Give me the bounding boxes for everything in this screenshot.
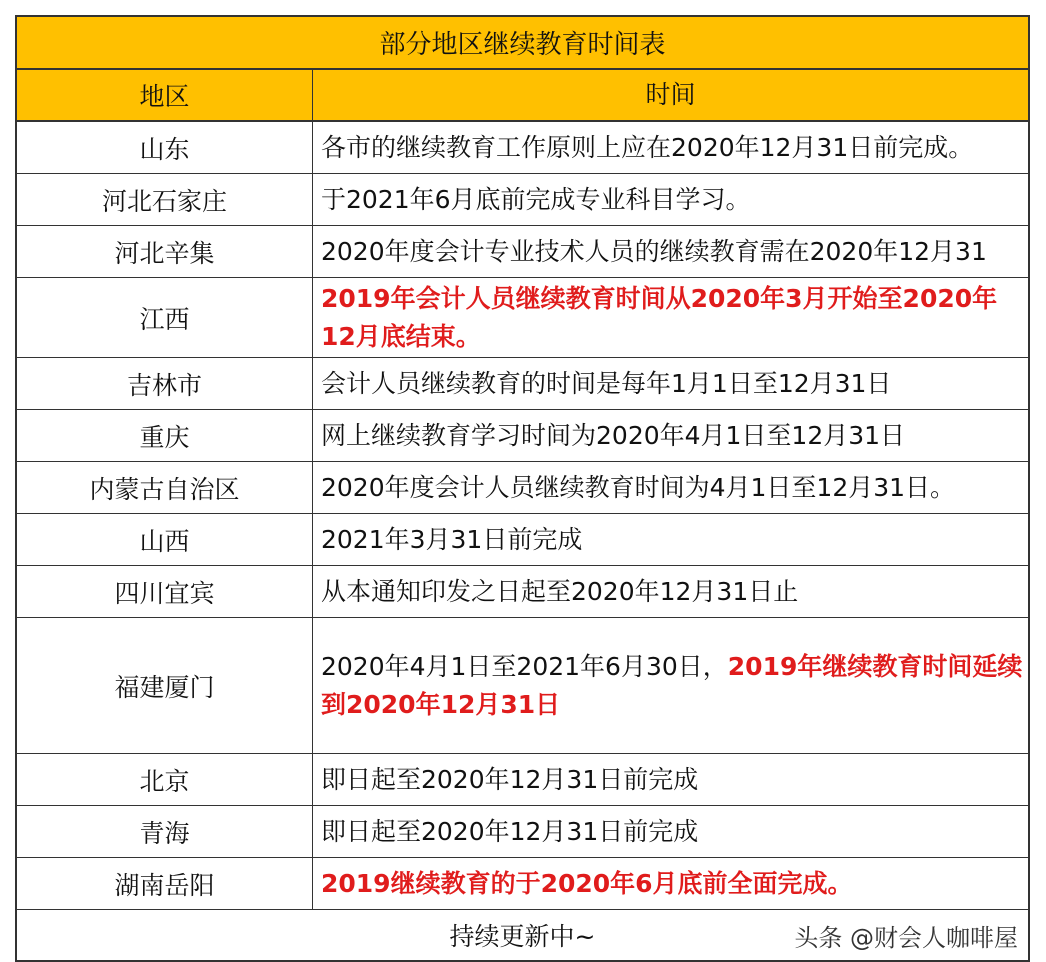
time-cell [313, 174, 1028, 225]
region-cell: 河北辛集 [17, 226, 313, 277]
region-cell: 吉林市 [17, 358, 313, 409]
region-cell: 山东 [17, 122, 313, 173]
time-text-highlight: 2019年会计人员继续教育时间从2020年3月开始至2020年12月底结束。 [321, 283, 998, 351]
region-cell: 四川宜宾 [17, 566, 313, 617]
table-row [17, 174, 1028, 226]
time-cell [313, 278, 1028, 357]
watermark: 头条 @财会人咖啡屋 [794, 924, 1018, 952]
region-cell: 重庆 [17, 410, 313, 461]
region-cell: 河北石家庄 [17, 174, 313, 225]
header-region: 地区 [17, 70, 313, 120]
time-cell [313, 566, 1028, 617]
time-text: 2021年3月31日前完成 [321, 524, 583, 554]
time-text: 即日起至2020年12月31日前完成 [321, 764, 699, 794]
table-row [17, 806, 1028, 858]
time-cell [313, 858, 1028, 909]
time-cell [313, 358, 1028, 409]
time-text: 2020年度会计人员继续教育时间为4月1日至12月31日。 [321, 472, 956, 502]
schedule-table [15, 15, 1030, 962]
table-footer [17, 910, 1028, 960]
region-cell: 内蒙古自治区 [17, 462, 313, 513]
time-text: 网上继续教育学习时间为2020年4月1日至12月31日 [321, 420, 906, 450]
table-row [17, 226, 1028, 278]
table-row [17, 462, 1028, 514]
time-cell [313, 806, 1028, 857]
table-row [17, 358, 1028, 410]
time-cell [313, 514, 1028, 565]
footer-text: 持续更新中~ [449, 922, 596, 951]
time-text: 于2021年6月底前完成专业科目学习。 [321, 184, 751, 214]
time-cell [313, 754, 1028, 805]
region-cell: 江西 [17, 278, 313, 357]
table-header-row [17, 70, 1028, 122]
time-text: 2020年4月1日至2021年6月30日， [321, 651, 728, 681]
table-row [17, 410, 1028, 462]
table-row [17, 514, 1028, 566]
time-text-highlight: 2019继续教育的于2020年6月底前全面完成。 [321, 868, 853, 898]
time-cell [313, 410, 1028, 461]
table-row [17, 858, 1028, 910]
region-cell: 北京 [17, 754, 313, 805]
region-cell: 福建厦门 [17, 618, 313, 753]
time-cell [313, 618, 1028, 753]
region-cell: 青海 [17, 806, 313, 857]
time-text: 会计人员继续教育的时间是每年1月1日至12月31日 [321, 368, 892, 398]
table-row [17, 122, 1028, 174]
region-cell: 湖南岳阳 [17, 858, 313, 909]
time-text: 各市的继续教育工作原则上应在2020年12月31日前完成。 [321, 132, 974, 162]
table-row [17, 278, 1028, 358]
time-cell [313, 462, 1028, 513]
time-cell [313, 226, 1028, 277]
region-cell: 山西 [17, 514, 313, 565]
table-row [17, 754, 1028, 806]
time-text: 即日起至2020年12月31日前完成 [321, 816, 699, 846]
header-time: 时间 [645, 80, 696, 109]
time-text: 从本通知印发之日起至2020年12月31日止 [321, 576, 799, 606]
table-row [17, 618, 1028, 754]
table-title: 部分地区继续教育时间表 [17, 17, 1028, 70]
table-row [17, 566, 1028, 618]
time-text-highlight: 2019年继续教育时间延续到2020年12月31日 [321, 651, 1023, 719]
time-cell [313, 122, 1028, 173]
time-text: 2020年度会计专业技术人员的继续教育需在2020年12月31 [321, 236, 987, 266]
